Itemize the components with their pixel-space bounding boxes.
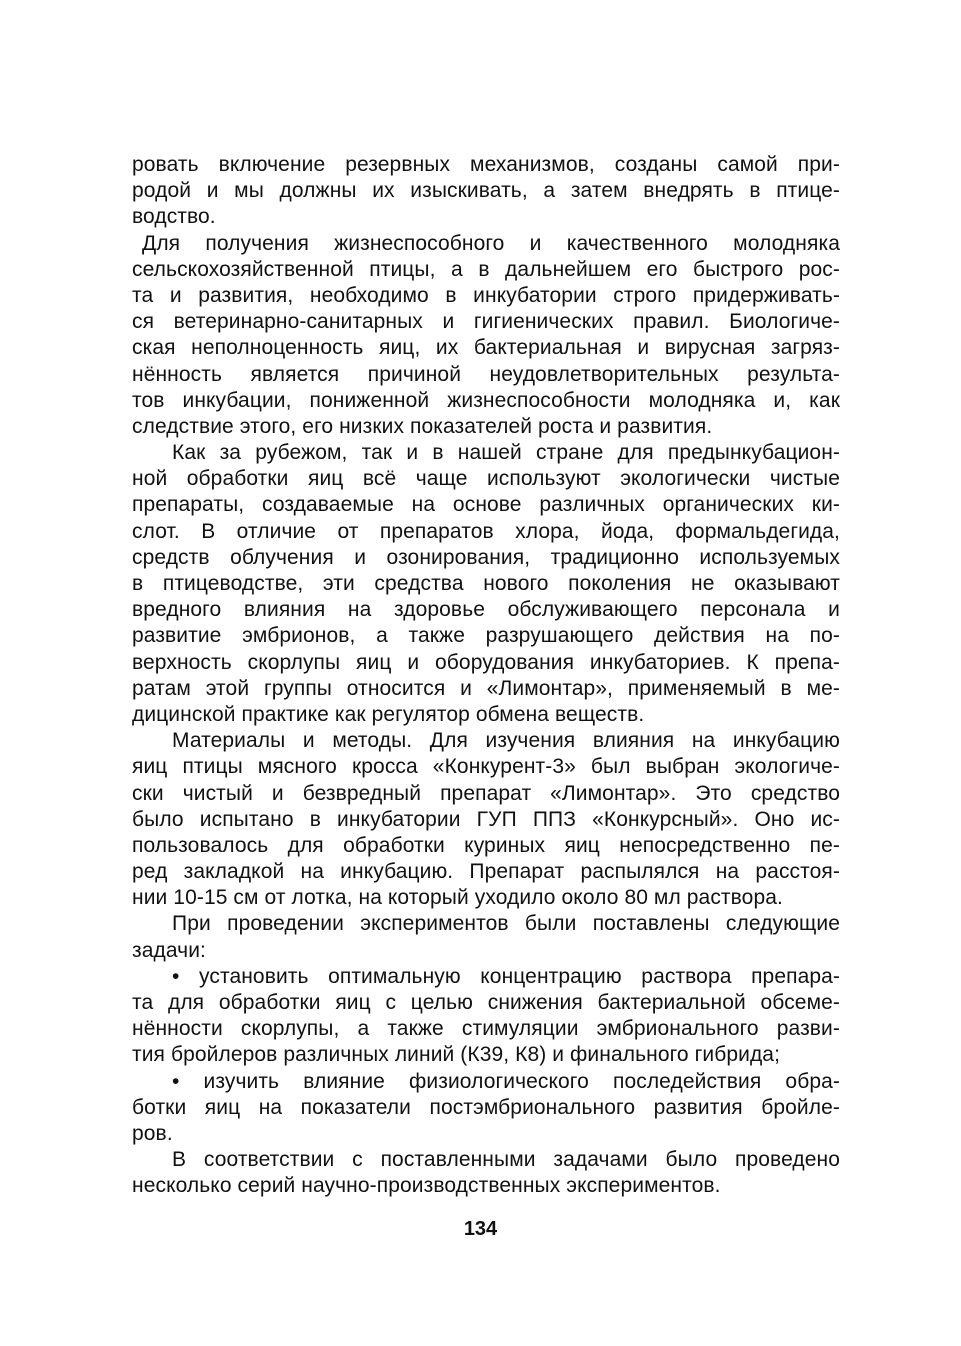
text-line: ров. <box>132 1121 173 1145</box>
text-line: • установить оптимальную концентрацию раствора препара- <box>172 964 840 988</box>
text-line: ной обработки яиц всё чаще используют экологически чистые <box>132 467 840 491</box>
text-line: верхность скорлупы яиц и оборудования инкубаториев. К препа- <box>132 650 840 674</box>
text-line: ская неполноценность яиц, их бактериальная и вирусная загряз- <box>132 336 840 360</box>
text-line: следствие этого, его низких показателей роста и развития. <box>132 414 713 438</box>
text-line: ред закладкой на инкубацию. Препарат распылялся на расстоя- <box>132 860 840 884</box>
text-line: задачи: <box>132 938 206 962</box>
text-line: нённость является причиной неудовлетворительных результа- <box>132 362 840 386</box>
text-line: • изучить влияние физиологического последействия обра- <box>172 1069 840 1093</box>
text-line: родой и мы должны их изыскивать, а затем внедрять в птице- <box>132 179 840 203</box>
paragraph-3 <box>132 440 840 728</box>
text-line: нии 10-15 см от лотка, на который уходило около 80 мл раствора. <box>132 886 783 910</box>
text-line: ботки яиц на показатели постэмбрионального развития бройле- <box>132 1095 840 1119</box>
text-line: развитие эмбрионов, а также разрушающего действия на по- <box>132 624 840 648</box>
text-line: ски чистый и безвредный препарат «Лимонтар». Это средство <box>132 781 840 805</box>
text-line: несколько серий научно-производственных экспериментов. <box>132 1174 721 1198</box>
text-line: в птицеводстве, эти средства нового поколения не оказывают <box>132 572 840 595</box>
text-line: дицинской практике как регулятор обмена веществ. <box>132 702 645 726</box>
text-line: ся ветеринарно-санитарных и гигиенических правил. Биологиче- <box>132 310 840 334</box>
text-line: препараты, создаваемые на основе различных органических ки- <box>132 493 840 517</box>
paragraph-1 <box>132 152 840 231</box>
text-line: Как за рубежом, так и в нашей стране для предынкубацион- <box>172 441 840 465</box>
text-line: было испытано в инкубатории ГУП ППЗ «Конкурсный». Оно ис- <box>132 807 840 831</box>
page-number: 134 <box>463 1218 498 1240</box>
paragraph-4 <box>132 728 840 911</box>
text-line: Для получения жизнеспособного и качественного молодняка <box>142 231 840 255</box>
bullet-item-1 <box>132 964 840 1069</box>
text-line: средств облучения и озонирования, традиционно используемых <box>132 545 840 569</box>
text-line: вредного влияния на здоровье обслуживающего персонала и <box>132 598 840 622</box>
bullet-item-2 <box>132 1069 840 1148</box>
text-line: ратам этой группы относится и «Лимонтар», применяемый в ме- <box>132 676 840 700</box>
text-line: слот. В отличие от препаратов хлора, йода, формальдегида, <box>132 519 840 543</box>
text-line: тия бройлеров различных линий (К39, К8) и финального гибрида; <box>132 1043 781 1067</box>
text-line: сельскохозяйственной птицы, а в дальнейшем его быстрого рос- <box>132 257 840 281</box>
body-text <box>132 152 840 1200</box>
text-line: нённости скорлупы, а также стимуляции эмбрионального разви- <box>132 1017 840 1041</box>
text-line: пользовалось для обработки куриных яиц непосредственно пе- <box>132 833 840 857</box>
paragraph-8 <box>132 1147 840 1199</box>
text-line: яиц птицы мясного кросса «Конкурент-3» был выбран экологиче- <box>132 755 840 779</box>
paragraph-5 <box>132 911 840 963</box>
paragraph-2 <box>132 231 840 441</box>
text-line: В соответствии с поставленными задачами было проведено <box>172 1148 840 1172</box>
text-line: та для обработки яиц с целью снижения бактериальной обсеме- <box>132 991 840 1014</box>
text-line: Материалы и методы. Для изучения влияния на инкубацию <box>172 729 840 753</box>
text-line: водство. <box>132 205 216 229</box>
text-line: ровать включение резервных механизмов, созданы самой при- <box>132 153 840 176</box>
text-line: тов инкубации, пониженной жизнеспособности молодняка и, как <box>132 388 840 412</box>
text-line: При проведении экспериментов были поставлены следующие <box>172 912 840 936</box>
text-line: та и развития, необходимо в инкубатории строго придерживать- <box>132 283 840 307</box>
